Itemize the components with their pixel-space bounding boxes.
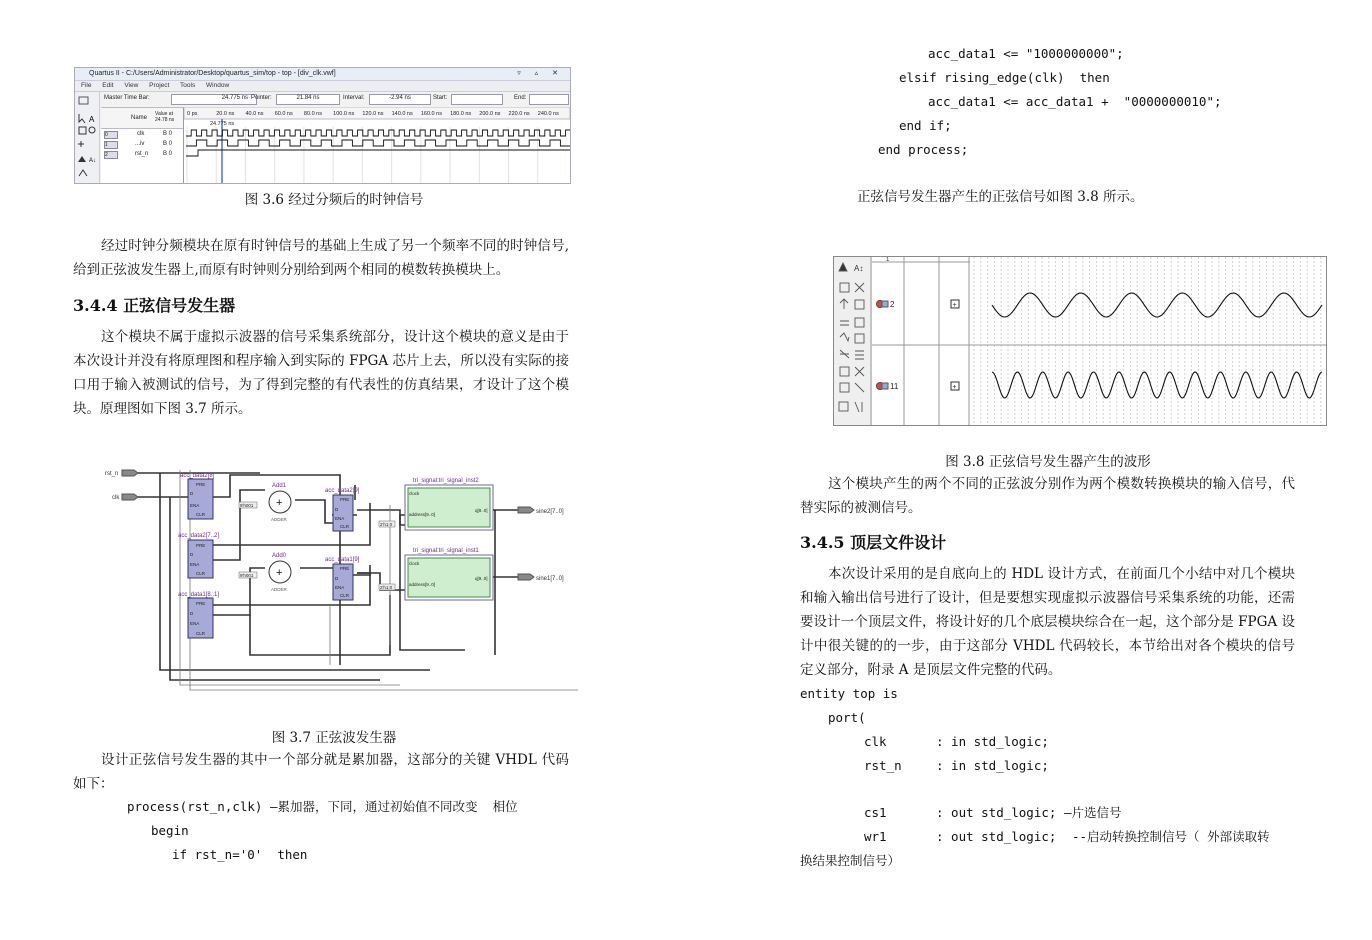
signal-row-rst[interactable] <box>101 150 183 160</box>
signal-row-clk[interactable] <box>101 130 183 140</box>
menu-project[interactable]: Project <box>149 82 170 89</box>
svg-text:clock: clock <box>409 561 420 566</box>
figure-3-7-schematic <box>100 465 578 695</box>
svg-text:PRE: PRE <box>196 543 206 548</box>
svg-text:9'h001: 9'h001 <box>240 503 254 508</box>
menu-edit[interactable]: Edit <box>102 82 114 89</box>
svg-text:Add0: Add0 <box>272 553 287 559</box>
output-sine1-label: sine1[7..0] <box>536 576 564 582</box>
svg-text:CLR: CLR <box>340 524 350 529</box>
svg-text:address[9..0]: address[9..0] <box>409 512 436 517</box>
paragraph-2: 这个模块不属于虚拟示波器的信号采集系统部分，设计这个模块的意义是由于本次设计并没有将原理图和程序输入到实际的 FPGA 芯片上去，所以没有实际的接口用于输入被测试的信号，为了得到完整的有代表性的仿真结果，才设计了这个模块。原理图如下图 3.7 所示。 <box>73 329 569 417</box>
adder-add0 <box>239 553 291 592</box>
output-sine2-label: sine2[7..0] <box>536 509 564 515</box>
toolbar-icons <box>75 92 99 183</box>
signal-name: ...iv <box>135 141 145 147</box>
svg-text:ENA: ENA <box>190 503 200 508</box>
svg-text:ADDER: ADDER <box>271 587 287 592</box>
heading-3-4-4: 3.4.4 正弦信号发生器 <box>73 296 236 315</box>
svg-text:+: + <box>276 567 283 579</box>
fig38-top-label: 1 <box>886 257 890 263</box>
start-label: Start: <box>433 95 448 101</box>
time-tick-label: 80.0 ns <box>303 111 322 117</box>
rom-tri-signal-inst2 <box>405 478 493 530</box>
figure-3-7-caption: 图 3.7 正弦波发生器 <box>271 730 397 746</box>
svg-text:D: D <box>190 611 194 616</box>
end-label: End: <box>514 95 527 101</box>
svg-text:D: D <box>335 507 339 512</box>
cursor-icon <box>78 141 84 147</box>
time-tick-label: 60.0 ns <box>274 111 293 117</box>
signal-name: rst_n <box>135 151 149 157</box>
time-tick-label: 180.0 ns <box>450 111 472 117</box>
marker-label: 24.775 ns <box>210 121 235 127</box>
register-acc-data1-9 <box>325 557 360 600</box>
svg-text:tri_signal:tri_signal_inst1: tri_signal:tri_signal_inst1 <box>413 548 479 554</box>
svg-text:PRE: PRE <box>340 497 350 502</box>
paragraph-4: 这个模块产生的两个不同的正弦波分别作为两个模数转换模块的输入信号，代替实际的被测信号。 <box>800 476 1295 516</box>
time-tick-label: 240.0 ns <box>537 111 559 117</box>
svg-text:acc_data1[9]: acc_data1[9] <box>325 557 360 563</box>
input-clk-pin <box>122 494 138 500</box>
svg-text:acc_data1[8..1]: acc_data1[8..1] <box>178 592 220 598</box>
col-name: Name <box>131 115 148 121</box>
heading-3-4-5: 3.4.5 顶层文件设计 <box>800 533 947 552</box>
master-time-value: 24.775 ns <box>221 95 248 101</box>
svg-text:2: 2 <box>890 300 895 309</box>
svg-text:9'h001: 9'h001 <box>240 573 254 578</box>
code-line-begin: begin <box>151 823 189 838</box>
code-line-acc-reset: acc_data1 <= "1000000000"; <box>928 46 1124 61</box>
quartus-menu-bar <box>75 81 570 92</box>
time-tick-label: 200.0 ns <box>479 111 501 117</box>
svg-text:acc_data2[8]: acc_data2[8] <box>180 473 215 479</box>
svg-text:ENA: ENA <box>190 562 200 567</box>
time-tick-label: 100.0 ns <box>333 111 355 117</box>
signal-value: B 0 <box>163 151 173 157</box>
svg-text:Add1: Add1 <box>272 483 287 489</box>
port-rst-decl: : in std_logic; <box>936 758 1049 773</box>
menu-view[interactable]: View <box>124 82 139 89</box>
start-field[interactable] <box>451 94 503 105</box>
figure-3-6 <box>74 67 571 184</box>
port-cs1-comment: —片选信号 <box>1064 805 1122 820</box>
register-acc-data1-8-1 <box>178 592 219 638</box>
col-value: Value at 24.78 ns <box>155 111 175 123</box>
time-tick-label: 160.0 ns <box>420 111 442 117</box>
output-sine2-pin <box>518 507 534 513</box>
zoom-icon <box>79 127 86 134</box>
fig38-toolbar <box>834 257 872 425</box>
time-tick-label: 40.0 ns <box>245 111 264 117</box>
mux-label-1: 2'h1:0 <box>380 522 393 527</box>
interval-field[interactable] <box>369 94 431 105</box>
svg-text:11: 11 <box>890 382 899 391</box>
svg-text:tri_signal:tri_signal_inst2: tri_signal:tri_signal_inst2 <box>413 478 479 484</box>
register-acc-data2-7-2 <box>178 533 219 578</box>
replace-icon: A↕ <box>854 264 864 273</box>
replace-icon: A↓ <box>89 158 97 164</box>
port-clk-decl: : in std_logic; <box>936 734 1049 749</box>
svg-text:D: D <box>190 491 194 496</box>
svg-text:ADDER: ADDER <box>271 517 287 522</box>
svg-text:q[9..0]: q[9..0] <box>475 508 488 513</box>
menu-tools[interactable]: Tools <box>180 82 196 89</box>
input-rst-label: rst_n <box>105 471 119 477</box>
fig38-signal-list <box>872 257 970 425</box>
time-tick-label: 140.0 ns <box>391 111 413 117</box>
signal-name: clk <box>137 131 145 137</box>
fig38-row-2 <box>877 300 960 309</box>
signal-index: 1 <box>104 141 118 149</box>
time-tick-label: 0 ps <box>187 111 198 117</box>
fig38-waveform <box>970 257 1326 425</box>
code-line-end-process: end process; <box>878 142 969 157</box>
svg-text:CLR: CLR <box>340 593 350 598</box>
code-line-elsif: elsif rising_edge(clk) then <box>899 70 1110 85</box>
code-entity: entity top is <box>800 686 898 701</box>
svg-text:+: + <box>952 384 957 391</box>
signal-row-div[interactable] <box>101 140 183 150</box>
time-tick-label: 20.0 ns <box>216 111 235 117</box>
signal-list-header <box>101 108 183 129</box>
figure-3-6-caption: 图 3.6 经过分频后的时钟信号 <box>244 192 424 208</box>
signal-value: B 0 <box>163 131 173 137</box>
master-time-field[interactable] <box>171 94 257 105</box>
svg-text:CLR: CLR <box>196 631 206 636</box>
pointer-icon <box>79 114 85 123</box>
input-rst-pin <box>122 470 138 476</box>
svg-text:address[9..0]: address[9..0] <box>409 582 436 587</box>
output-wires <box>493 510 518 577</box>
menu-window[interactable]: Window <box>206 82 230 89</box>
svg-text:q[9..0]: q[9..0] <box>475 576 488 581</box>
svg-text:CLR: CLR <box>196 571 206 576</box>
menu-file[interactable]: File <box>81 82 92 89</box>
signal-value: B 0 <box>163 141 173 147</box>
time-tick-label: 220.0 ns <box>508 111 530 117</box>
port-cs1-decl: : out std_logic; <box>936 805 1057 820</box>
paragraph-1: 经过时钟分频模块在原有时钟信号的基础上生成了另一个频率不同的时钟信号,给到正弦波发生器上,而原有时钟则分别给到两个相同的模数转换模块上。 <box>73 238 569 278</box>
time-bar-row <box>101 93 569 105</box>
magnify-icon <box>89 127 95 133</box>
svg-text:PRE: PRE <box>196 482 206 487</box>
svg-text:D: D <box>335 576 339 581</box>
pointer-value: 21.84 ns <box>296 95 320 101</box>
mux-label-2: 2'h1:0 <box>380 585 393 590</box>
port-wr1-decl: : out std_logic; <box>936 829 1057 844</box>
window-controls: ▿ ▵ ✕ <box>517 70 564 77</box>
code-port: port( <box>828 710 866 725</box>
svg-text:acc_data2[7..2]: acc_data2[7..2] <box>178 533 220 539</box>
code-line-acc-add: acc_data1 <= acc_data1 + "0000000010"; <box>928 94 1222 109</box>
quartus-title-bar <box>75 68 570 81</box>
svg-text:ENA: ENA <box>190 621 200 626</box>
port-wr1-comment: --启动转换控制信号（ 外部读取转 <box>1072 829 1270 844</box>
pointer-label: Pointer: <box>251 95 272 101</box>
master-time-label: Master Time Bar: <box>104 95 150 101</box>
find-icon <box>78 156 86 162</box>
pointer-field[interactable] <box>276 94 340 105</box>
window-icon <box>79 97 88 104</box>
svg-text:ENA: ENA <box>335 516 345 521</box>
register-acc-data2-8 <box>180 473 215 519</box>
paragraph-5: 本次设计采用的是自底向上的 HDL 设计方式，在前面几个小结中对几个模块和输入输出信号进行了设计，但是要想实现虚拟示波器信号采集系统的功能，还需要设计一个顶层文件，将设计好的几个底层模块综合在一起，这个部分是 FPGA 设计中很关键的的一步，由于这部分 VHDL 代码较长，本节给出对各个模块的信号定义部分，附录 A 是顶层文件完整的代码。 <box>800 566 1295 678</box>
window-title: Quartus II - C:/Users/Administrator/Desktop/quartus_sim/top - top - [div_clk.vwf] <box>89 70 336 77</box>
port-wr1-wrap: 换结果控制信号） <box>800 853 901 868</box>
code-line-if: if rst_n='0' then <box>172 847 308 862</box>
interval-label: Interval: <box>343 95 365 101</box>
svg-text:PRE: PRE <box>340 566 350 571</box>
svg-text:acc_data2[9]: acc_data2[9] <box>325 488 360 494</box>
svg-text:D: D <box>190 552 194 557</box>
adder-add1 <box>239 483 291 522</box>
svg-text:ENA: ENA <box>335 585 345 590</box>
svg-text:+: + <box>276 497 283 509</box>
port-wr1-name: wr1 <box>864 829 887 844</box>
waveform-area[interactable] <box>184 107 570 183</box>
svg-text:clock: clock <box>409 491 420 496</box>
code-line-process: process(rst_n,clk) —累加器，下同，通过初始值不同改变 相位 <box>127 799 518 814</box>
text-tool-icon: A <box>89 115 95 124</box>
input-clk-label: clk <box>112 495 120 501</box>
paragraph-fig38-intro: 正弦信号发生器产生的正弦信号如图 3.8 所示。 <box>857 189 1144 205</box>
signal-index: 2 <box>104 151 118 159</box>
port-cs1-name: cs1 <box>864 805 887 820</box>
waveform-toolbar <box>75 92 100 183</box>
end-field[interactable] <box>529 94 569 105</box>
figure-3-8-caption: 图 3.8 正弦信号发生器产生的波形 <box>945 454 1151 470</box>
figure-3-8 <box>833 256 1327 426</box>
fig38-row-11 <box>877 382 960 391</box>
signal-index: 0 <box>104 131 118 139</box>
svg-text:PRE: PRE <box>196 601 206 606</box>
time-tick-label: 120.0 ns <box>362 111 384 117</box>
svg-text:CLR: CLR <box>196 512 206 517</box>
paragraph-3: 设计正弦信号发生器的其中一个部分就是累加器，这部分的关键 VHDL 代码如下： <box>73 752 569 792</box>
svg-text:+: + <box>952 302 957 309</box>
snap-icon <box>79 170 87 176</box>
signal-list-panel <box>101 107 184 184</box>
port-rst-name: rst_n <box>864 758 902 773</box>
rom-tri-signal-inst1 <box>405 548 493 600</box>
output-sine1-pin <box>518 574 534 580</box>
interval-value: -2.94 ns <box>389 95 411 101</box>
code-line-end-if: end if; <box>899 118 952 133</box>
port-clk-name: clk <box>864 734 887 749</box>
